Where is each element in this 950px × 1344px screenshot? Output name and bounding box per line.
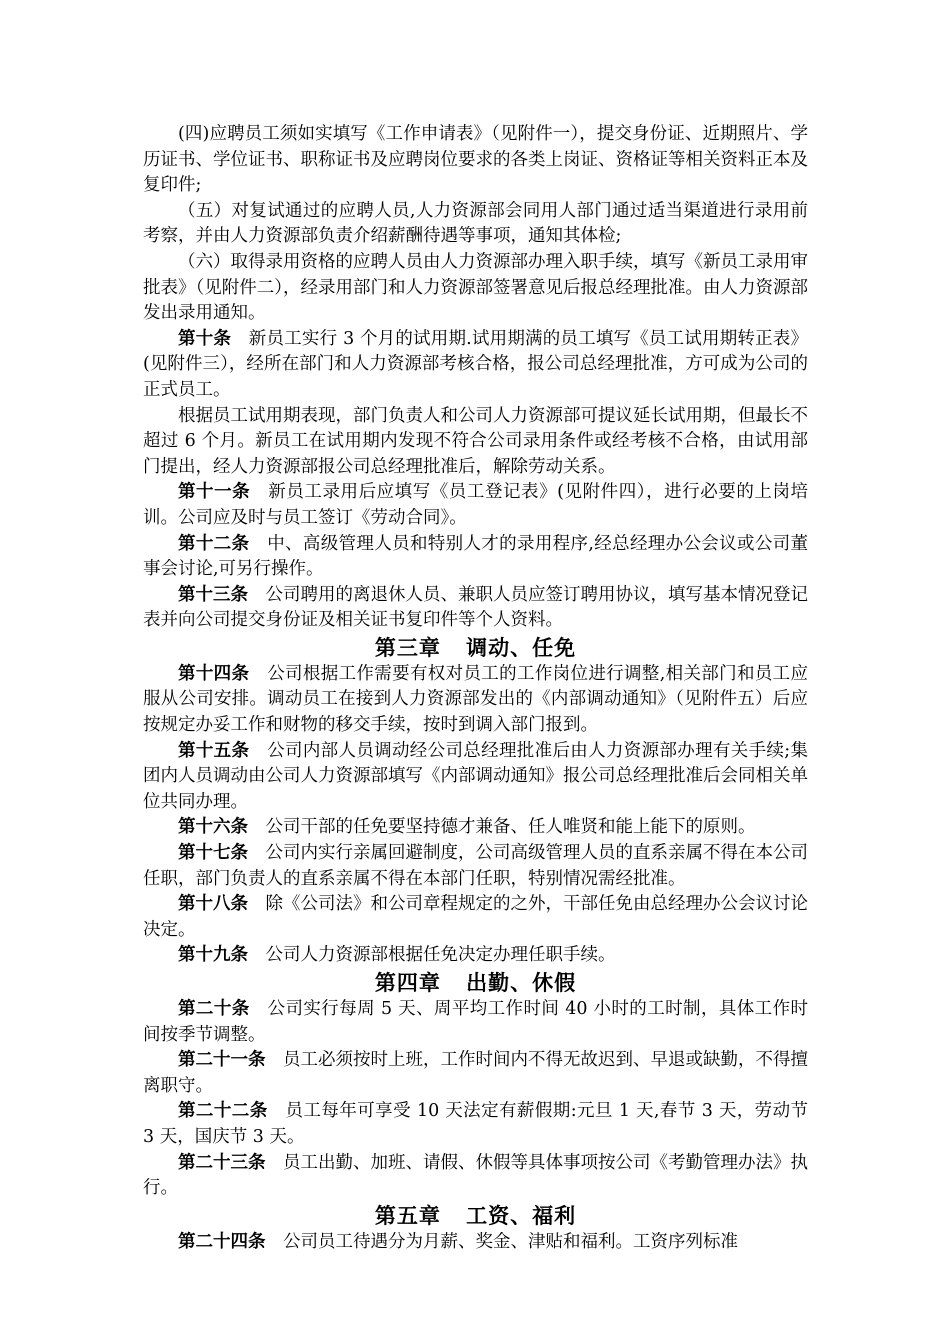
article-number: 第十九条 xyxy=(178,945,248,966)
chapter-title: 调动、任免 xyxy=(466,635,577,660)
article-paragraph xyxy=(143,997,808,1048)
article-number: 第十二条 xyxy=(178,533,250,554)
paragraph-text: 公司聘用的离退休人员、兼职人员应签订聘用协议，填写基本情况登记表并向公司提交身份证及相关证书复印件等个人资料。 xyxy=(143,584,808,631)
article-number: 第二十四条 xyxy=(178,1231,266,1252)
paragraph-text: 公司人力资源部根据任免决定办理任职手续。 xyxy=(265,945,616,966)
paragraph-text: 公司员工待遇分为月薪、奖金、津贴和福利。工资序列标准 xyxy=(283,1231,738,1252)
paragraph-text: 公司根据工作需要有权对员工的工作岗位进行调整,相关部门和员工应服从公司安排。调动员工在接到人力资源部发出的《内部调动通知》（见附件五）后应按规定办妥工作和财物的移交手续，按时到调入部门报到。 xyxy=(143,663,809,736)
article-paragraph xyxy=(143,327,808,404)
chapter-number: 第四章 xyxy=(374,971,441,995)
article-paragraph xyxy=(143,1151,808,1202)
body-paragraph xyxy=(143,199,808,250)
paragraph-text: 中、高级管理人员和特别人才的录用程序,经总经理办公会议或公司董事会讨论,可另行操作。 xyxy=(143,533,809,580)
article-number: 第十八条 xyxy=(178,894,248,915)
article-paragraph xyxy=(143,892,808,943)
chapter-heading xyxy=(143,969,808,997)
paragraph-text: （五）对复试通过的应聘人员,人力资源部会同用人部门通过适当渠道进行录用前考察，并由人力资源部负责介绍薪酬待遇等事项，通知其体检; xyxy=(143,200,808,247)
article-number: 第十三条 xyxy=(178,584,248,605)
article-number: 第十一条 xyxy=(178,482,251,503)
article-paragraph xyxy=(143,943,808,969)
chapter-heading xyxy=(143,1202,808,1230)
paragraph-text: 公司实行每周 5 天、周平均工作时间 40 小时的工时制，具体工作时间按季节调整。 xyxy=(143,999,808,1045)
paragraph-text: 员工每年可享受 10 天法定有薪假期:元旦 1 天,春节 3 天，劳动节 3 天，国庆节 3 天。 xyxy=(143,1101,809,1147)
article-paragraph xyxy=(143,739,808,816)
article-number: 第十四条 xyxy=(178,663,250,684)
chapter-title: 工资、福利 xyxy=(466,1203,577,1228)
paragraph-text: 新员工录用后应填写《员工登记表》(见附件四），进行必要的上岗培训。公司应及时与员工签订《劳动合同》。 xyxy=(143,482,809,528)
article-paragraph xyxy=(143,532,808,583)
paragraph-text: （六）取得录用资格的应聘人员由人力资源部办理入职手续，填写《新员工录用审批表》（见附件二），经录用部门和人力资源部签署意见后报总经理批准。由人力资源部发出录用通知。 xyxy=(143,251,808,324)
article-paragraph xyxy=(143,662,808,739)
article-paragraph xyxy=(143,815,808,841)
article-number: 第二十条 xyxy=(178,999,250,1019)
paragraph-text: (四)应聘员工须如实填写《工作申请表》（见附件一），提交身份证、近期照片、学历证书、学位证书、职称证书及应聘岗位要求的各类上岗证、资格证等相关资料正本及复印件; xyxy=(143,124,808,196)
article-paragraph xyxy=(143,1099,808,1150)
article-paragraph xyxy=(143,1230,808,1256)
paragraph-text: 员工必须按时上班，工作时间内不得无故迟到、早退或缺勤，不得擅离职守。 xyxy=(143,1050,808,1096)
article-number: 第十条 xyxy=(178,328,232,349)
paragraph-text: 根据员工试用期表现，部门负责人和公司人力资源部可提议延长试用期，但最长不超过 6 个月。新员工在试用期内发现不符合公司录用条件或经考核不合格，由试用部门提出，经人力资源部报公司总经理批准后，解除劳动关系。 xyxy=(143,405,808,477)
body-paragraph xyxy=(143,122,808,199)
body-paragraph xyxy=(143,250,808,327)
paragraph-text: 员工出勤、加班、请假、休假等具体事项按公司《考勤管理办法》执行。 xyxy=(143,1152,808,1199)
article-number: 第二十一条 xyxy=(178,1050,266,1071)
body-paragraph xyxy=(143,404,808,481)
article-paragraph xyxy=(143,1048,808,1099)
paragraph-text: 公司内部人员调动经公司总经理批准后由人力资源部办理有关手续;集团内人员调动由公司人力资源部填写《内部调动通知》报公司总经理批准后会同相关单位共同办理。 xyxy=(143,740,808,812)
article-paragraph xyxy=(143,841,808,892)
article-paragraph xyxy=(143,583,808,634)
article-paragraph xyxy=(143,480,808,531)
article-number: 第十五条 xyxy=(178,740,250,761)
chapter-number: 第五章 xyxy=(374,1203,441,1228)
document-page xyxy=(143,122,808,1255)
paragraph-text: 除《公司法》和公司章程规定的之外，干部任免由总经理办公会议讨论决定。 xyxy=(143,894,808,940)
paragraph-text: 公司内实行亲属回避制度，公司高级管理人员的直系亲属不得在本公司任职，部门负责人的直系亲属不得在本部门任职，特别情况需经批准。 xyxy=(143,843,808,889)
article-number: 第十七条 xyxy=(178,843,248,864)
paragraph-text: 公司干部的任免要坚持德才兼备、任人唯贤和能上能下的原则。 xyxy=(265,817,756,838)
article-number: 第二十三条 xyxy=(178,1152,266,1173)
chapter-number: 第三章 xyxy=(374,635,441,660)
paragraph-text: 新员工实行 3 个月的试用期.试用期满的员工填写《员工试用期转正表》(见附件三），经所在部门和人力资源部考核合格，报公司总经理批准，方可成为公司的正式员工。 xyxy=(143,328,809,400)
article-number: 第二十二条 xyxy=(178,1101,268,1122)
article-number: 第十六条 xyxy=(178,817,248,838)
chapter-heading xyxy=(143,634,808,662)
chapter-title: 出勤、休假 xyxy=(466,971,577,995)
